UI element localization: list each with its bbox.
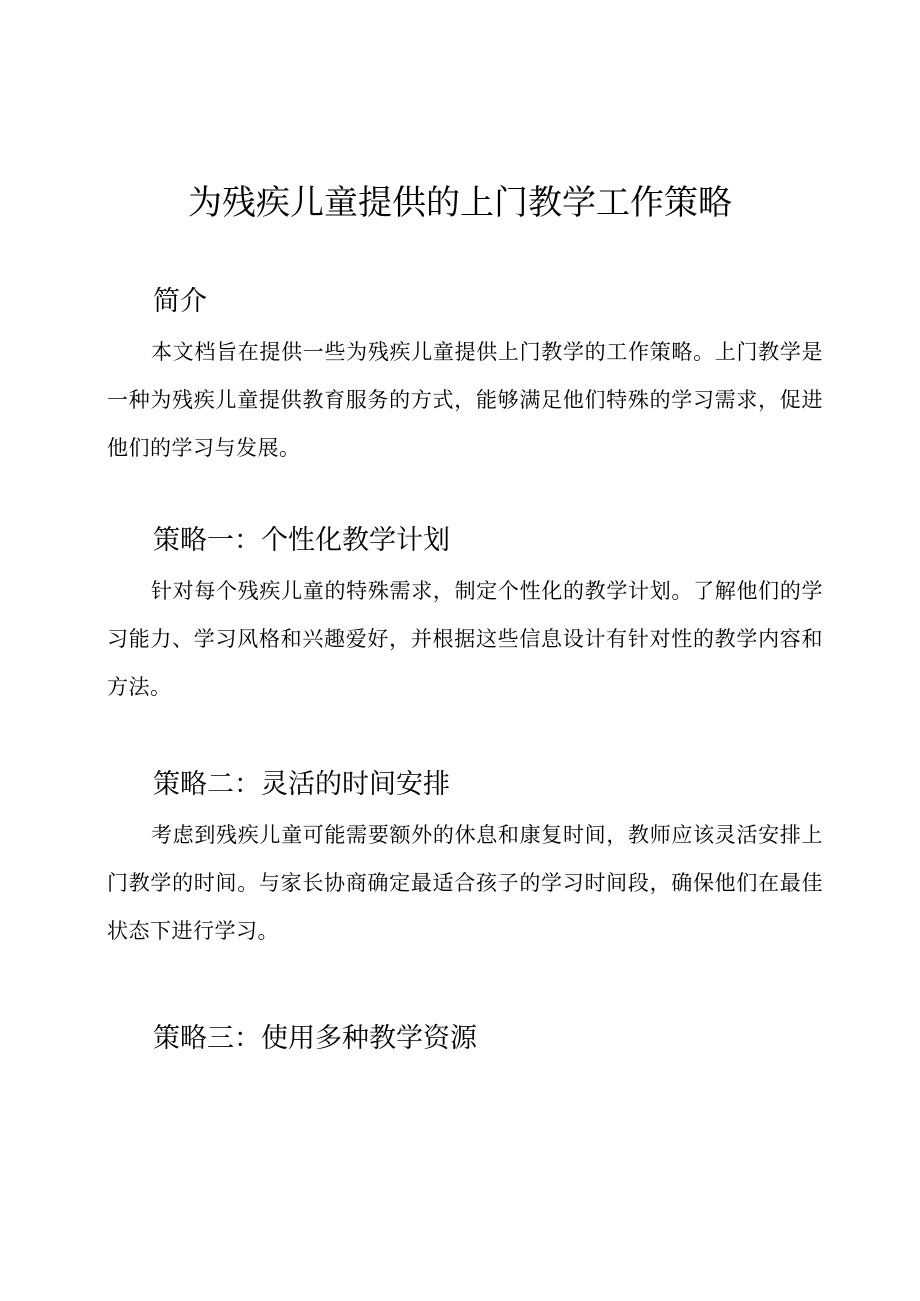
section-heading: 简介 xyxy=(153,286,207,317)
section-heading: 策略二：灵活的时间安排 xyxy=(153,769,450,800)
section-paragraph: 针对每个残疾儿童的特殊需求，制定个性化的教学计划。了解他们的学习能力、学习风格和兴趣爱好，并根据这些信息设计有针对性的教学内容和方法。 xyxy=(107,579,823,699)
section-paragraph: 考虑到残疾儿童可能需要额外的休息和康复时间，教师应该灵活安排上门教学的时间。与家长协商确定最适合孩子的学习时间段，确保他们在最佳状态下进行学习。 xyxy=(107,823,823,943)
section-paragraph: 本文档旨在提供一些为残疾儿童提供上门教学的工作策略。上门教学是一种为残疾儿童提供教育服务的方式，能够满足他们特殊的学习需求，促进他们的学习与发展。 xyxy=(107,340,823,460)
section-heading: 策略一：个性化教学计划 xyxy=(153,525,450,556)
document-title: 为残疾儿童提供的上门教学工作策略 xyxy=(188,183,732,223)
section-heading: 策略三：使用多种教学资源 xyxy=(153,1023,477,1054)
section-strategy-1 xyxy=(107,519,823,711)
section-strategy-2 xyxy=(107,763,823,955)
section-introduction xyxy=(107,280,823,472)
section-strategy-3 xyxy=(107,1017,823,1061)
